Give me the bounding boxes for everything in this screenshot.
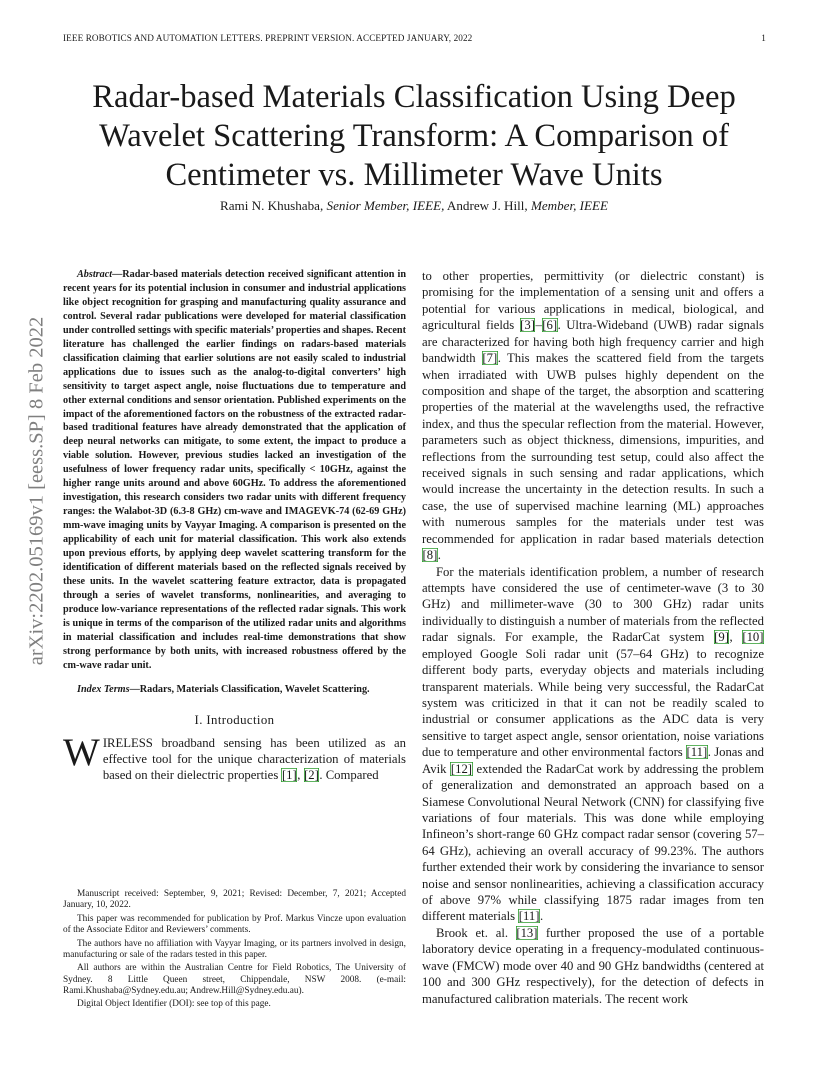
footnote-doi: Digital Object Identifier (DOI): see top of this page. xyxy=(77,999,271,1010)
footnote-authors: All authors are within the Australian Centre for Field Robotics, The University of Sydney. 8 Little Queen street, Chippendale, NSW 2008. (e-mail: Rami.Khushaba@Sydney.edu.au; Andrew.Hill@Sydney.edu.au). xyxy=(63,963,406,996)
citation-link[interactable]: [13] xyxy=(516,925,538,940)
citation-link[interactable]: [10] xyxy=(742,630,764,645)
right-column xyxy=(422,268,764,1007)
abstract-text: —Radar-based materials detection received significant attention in recent years for its potential inclusion in consumer and industrial applications like object recognition for grasping and manufacturing quality assurance and control. Several radar publications were developed for material classification under controlled settings with specific materials’ properties and shapes. Recent literature has challenged the earlier findings on radars-based materials classification claiming that earlier solutions are not easily scaled to industrial applications due to issues such as the analog-to-digital converters’ high sensitivity to target aspect angle, noise fluctuations due to temperature and other external conditions and sensor orientation. Published experiments on the impact of the aforementioned factors on the robustness of the extracted radar-based traditional features have already demonstrated that the application of deep neural networks can mitigate, to some extent, the impact to produce a viable solution. However, previous studies lacked an investigation of the usefulness of lower frequency radar units, specifically < 10GHz, against the higher range units around and above 60GHz. To address the aforementioned investigation, this research considers two radar units with different frequency ranges: the Walabot-3D (6.3-8 GHz) cm-wave and IMAGEVK-74 (62-69 GHz) mm-wave imaging units by Vayyar Imaging. A comparison is presented on the applicability of each unit for material classification. This work also extends upon previous efforts, by applying deep wavelet scattering transform for the identification of different materials based on the reflected signals received by these units. In the wavelet scattering feature extractor, data is propagated through a series of wavelet transforms, nonlinearities, and averaging to produce low-variance representations of the reflected radar signals. This work is unique in terms of the comparison of the utilized radar units and algorithms in material classification and includes real-time demonstrations that show strong performance by both units, with increased robustness offered by the cm-wave radar unit. xyxy=(63,269,406,671)
index-terms-label: Index Terms xyxy=(77,683,130,695)
title-line-3: Centimeter vs. Millimeter Wave Units xyxy=(165,157,663,193)
index-terms xyxy=(63,683,406,697)
journal-header: IEEE ROBOTICS AND AUTOMATION LETTERS. PREPRINT VERSION. ACCEPTED JANUARY, 2022 xyxy=(63,33,473,43)
intro-paragraph: WIRELESS broadband sensing has been utilized as an effective tool for the unique characterization of materials based on their dielectric properties [1], [2]. Compared xyxy=(63,730,406,783)
title-line-2: Wavelet Scattering Transform: A Comparison of xyxy=(99,118,729,154)
citation-link[interactable]: [11] xyxy=(686,745,708,760)
footnote-recommendation: This paper was recommended for publication by Prof. Markus Vincze upon evaluation of the Associate Editor and Reviewers’ comments. xyxy=(63,913,406,936)
footnotes xyxy=(63,889,406,1013)
abstract-label: Abstract xyxy=(77,269,113,280)
abstract xyxy=(63,268,406,673)
citation-link[interactable]: [3] xyxy=(520,318,535,333)
body-paragraph: Brook et. al. [13] further proposed the use of a portable laboratory device operating in a frequency-modulated continuous-wave (FMCW) mode over 40 and 90 GHz bandwidths (centered at 100 and 300 GHz respectively), for the detection of defects in manufactured calibration materials. The recent work xyxy=(422,925,764,1006)
paper-title xyxy=(60,78,768,195)
citation-link[interactable]: [6] xyxy=(542,318,558,333)
footnote-manuscript: Manuscript received: September, 9, 2021; Revised: December, 7, 2021; Accepted January, 10, 2022. xyxy=(63,889,406,911)
body-paragraph: to other properties, permittivity (or dielectric constant) is promising for the implementation of a sensing unit and offers a potential for various applications in medical, biological, and agricultural fields [3]–[6]. Ultra-Wideband (UWB) radar signals are characterized for having both high frequency carrier and high bandwidth [7]. This makes the scattered field from the targets when irradiated with UWB pulses highly dependent on the composition and shape of the target, the absorption and scattering properties of the material at the wavelengths used, the refractive index, and thus the specular reflection from the material. However, parameters such as object thickness, dimensions, impurities, and reflections from the surrounding test setup, could also affect the received signals in such sensing and radar applications, which would increase the uncertainty in the detection results. In such a case, the use of supervised machine learning (ML) approaches with numerous samples for the materials under test was recommended for application in radar based materials detection [8]. xyxy=(422,269,764,563)
citation-link[interactable]: [7] xyxy=(482,351,498,366)
citation-link[interactable]: [9] xyxy=(714,630,729,645)
page-number: 1 xyxy=(761,33,766,43)
author-1-role: Senior Member, IEEE, xyxy=(326,198,445,213)
citation-link[interactable]: [8] xyxy=(422,548,438,563)
left-column xyxy=(63,268,406,784)
citation-link[interactable]: [11] xyxy=(518,909,540,924)
citation-link[interactable]: [12] xyxy=(450,761,473,776)
section-heading-introduction: I. Introduction xyxy=(194,712,275,727)
title-line-1: Radar-based Materials Classification Using Deep xyxy=(92,79,736,115)
arxiv-stamp xyxy=(24,293,50,688)
author-2-name: Andrew J. Hill, xyxy=(446,198,528,213)
citation-link[interactable]: [2] xyxy=(304,768,319,783)
author-2-role: Member, IEEE xyxy=(530,198,609,213)
arxiv-stamp-text: arXiv:2202.05169v1 [eess.SP] 8 Feb 2022 xyxy=(25,316,48,665)
author-line xyxy=(60,198,768,214)
drop-cap: W xyxy=(63,730,100,774)
author-1-name: Rami N. Khushaba, xyxy=(219,198,324,213)
body-paragraph: For the materials identification problem, a number of research attempts have considered the use of centimeter-wave (3 to 30 GHz) and millimeter-wave (30 to 300 GHz) radar units individually to distinguish a number of materials from the reflected radar signals. For example, the RadarCat system [9], [10] employed Google Soli radar unit (57–64 GHz) to recognize different body parts, everyday objects and materials including transparent materials. While being very successful, the RadarCat system was criticized in that it can not be readily scaled to industrial or consumer applications as the ADC data is very sensitive to target aspect angle, sensor orientation, noise variations due to temperature and other environmental factors [11]. Jonas and Avik [12] extended the RadarCat work by addressing the problem of generalization and demonstrated an approach based on a Siamese Convolutional Neural Network (CNN) for classifying five variations of four materials. This was done while employing Infineon’s short-range 60 GHz compact radar sensor (covering 57–64 GHz), achieving an overall accuracy of 99.23%. The authors further extended their work by considering the invariance to sensor noise and sensor nonlinearities, achieving a classification accuracy of above 97% while classifying 1875 radar images from ten different materials [11]. xyxy=(422,564,765,924)
footnote-affiliation: The authors have no affiliation with Vayyar Imaging, or its partners involved in design, manufacturing or sale of the radars tested in this paper. xyxy=(63,938,406,960)
index-terms-text: —Radars, Materials Classification, Wavelet Scattering. xyxy=(129,683,370,695)
citation-link[interactable]: [1] xyxy=(281,768,297,783)
